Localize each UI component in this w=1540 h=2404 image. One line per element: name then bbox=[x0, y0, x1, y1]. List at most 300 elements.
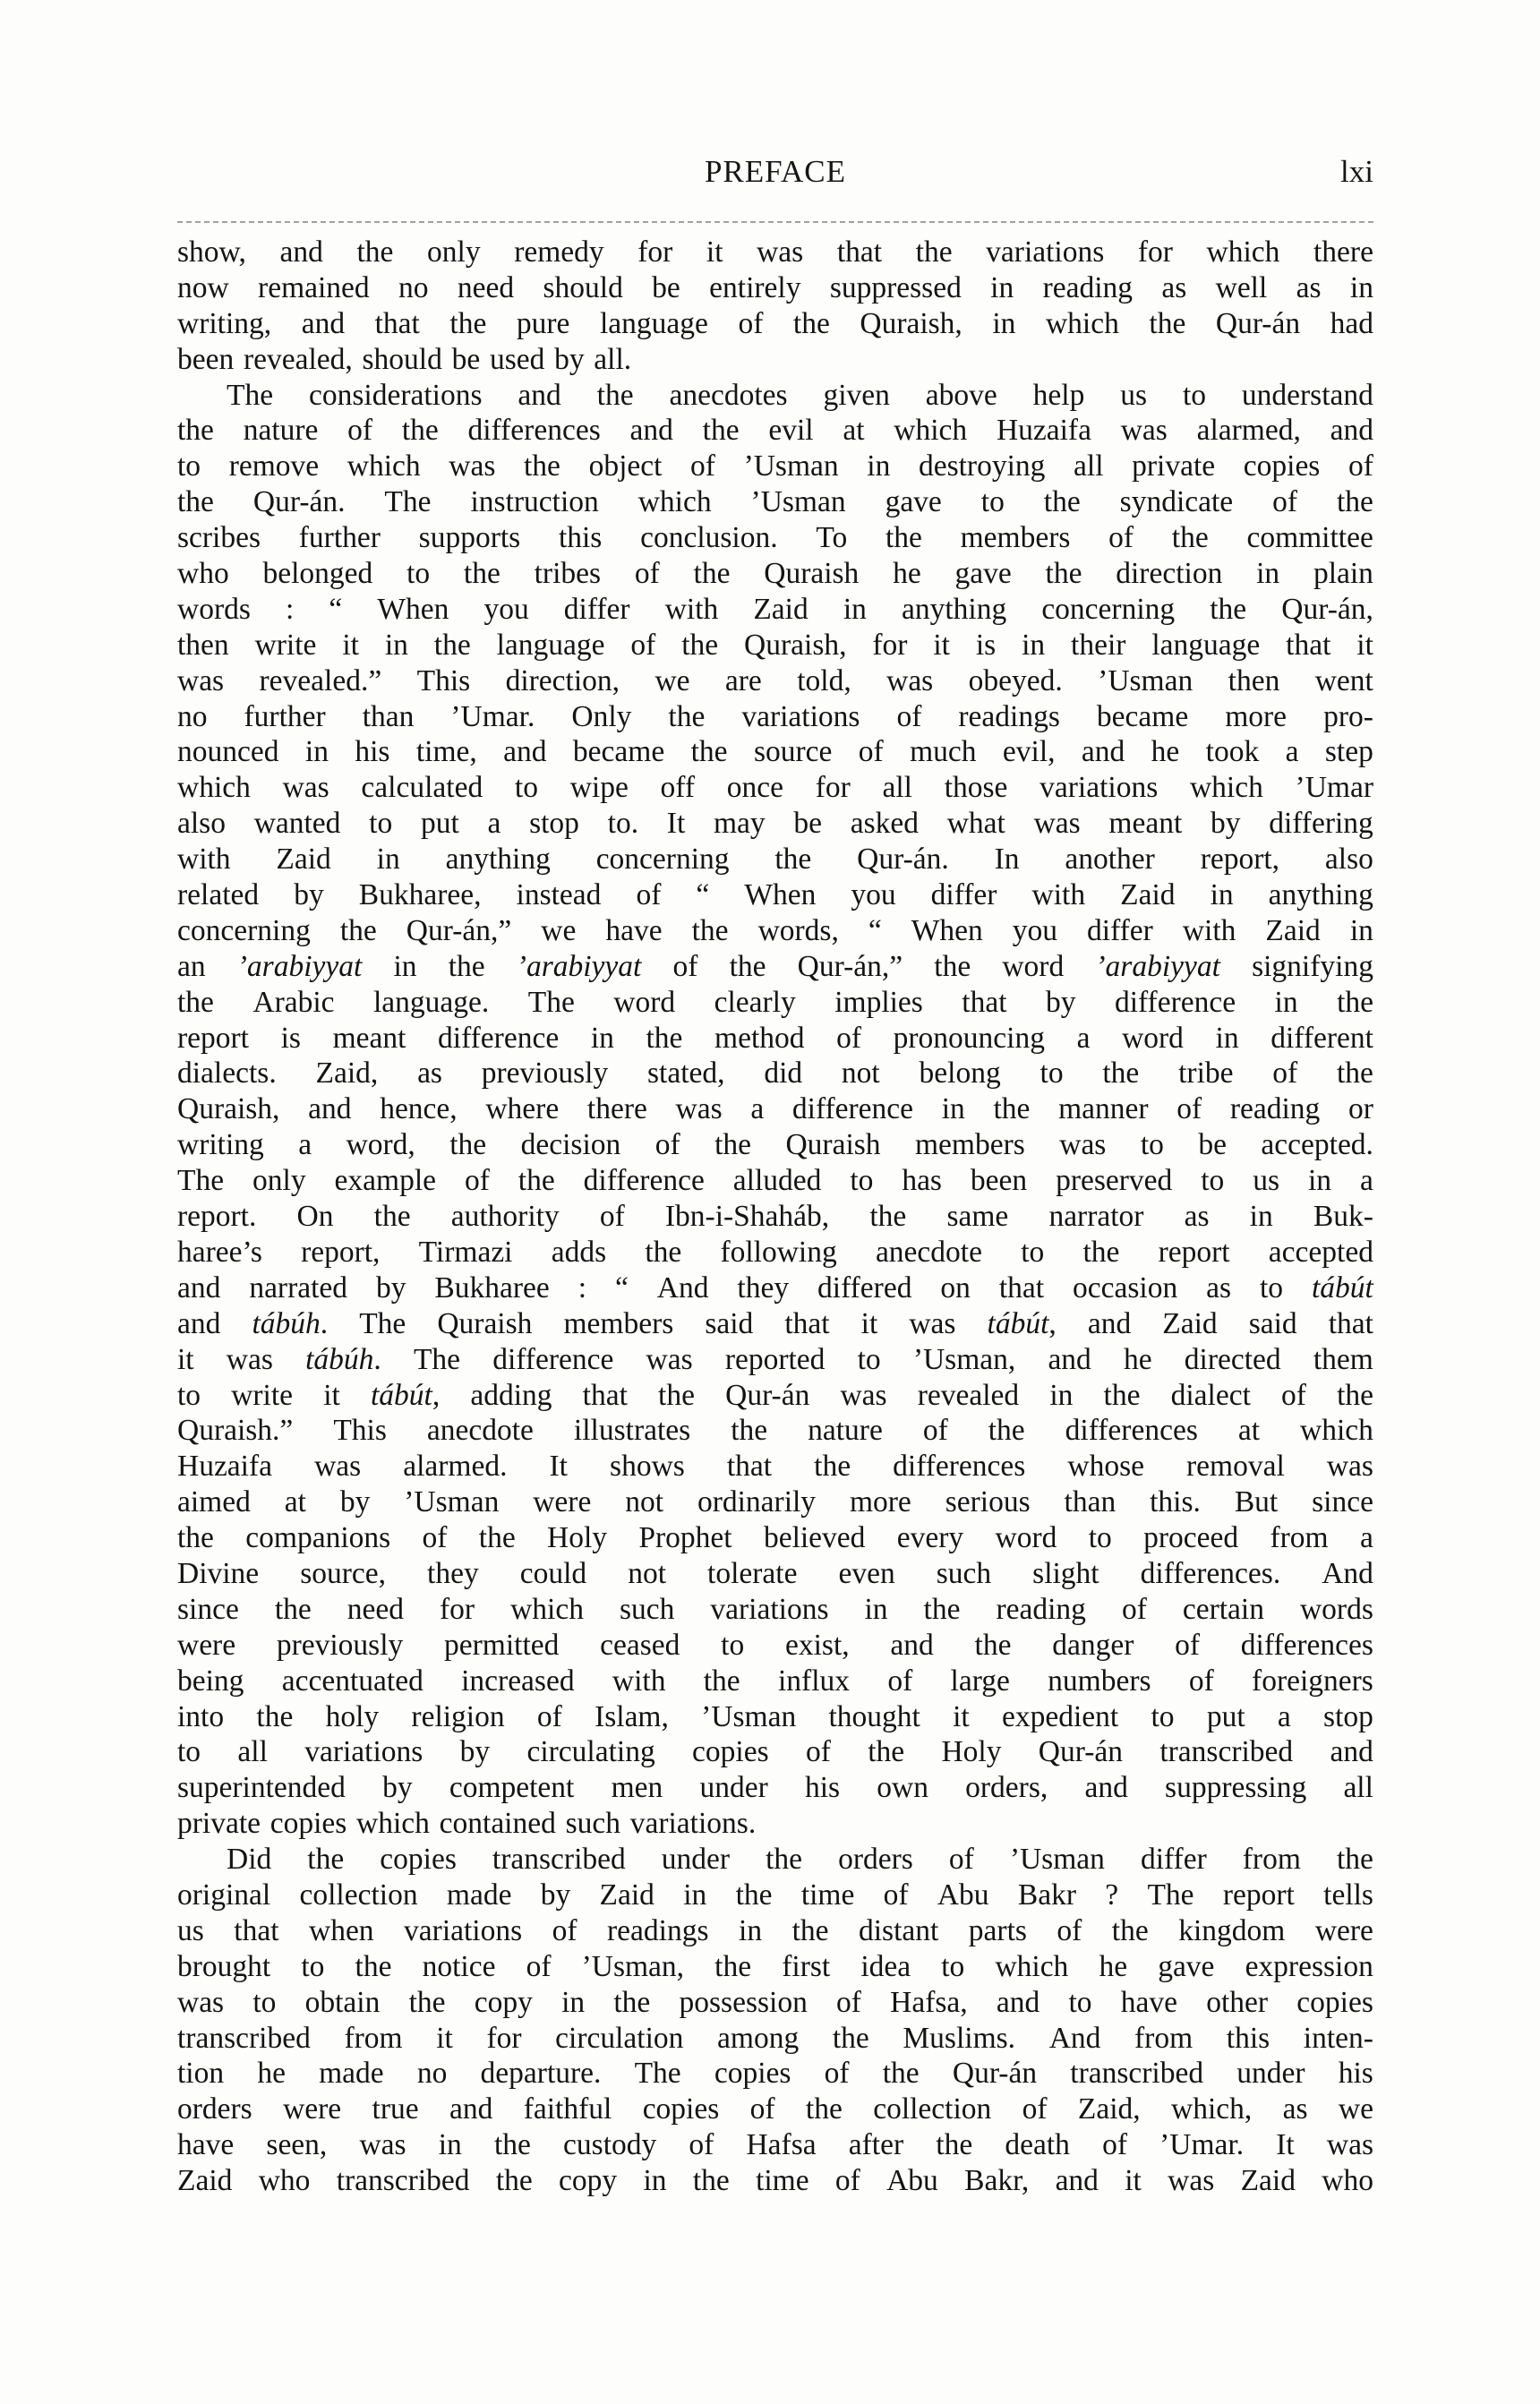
word: collection bbox=[873, 2092, 992, 2126]
word: revealed, bbox=[243, 342, 353, 376]
word: copy bbox=[474, 1985, 533, 2019]
word: the bbox=[1337, 1378, 1373, 1412]
word: all bbox=[1343, 1771, 1373, 1805]
word: the bbox=[714, 1128, 752, 1162]
text-line bbox=[177, 628, 1373, 663]
word: of bbox=[1176, 1092, 1202, 1126]
word: were bbox=[1314, 1913, 1373, 1947]
word: be bbox=[1198, 1128, 1227, 1162]
word: related bbox=[177, 878, 260, 912]
word: took bbox=[1205, 735, 1260, 769]
word: the bbox=[1337, 985, 1373, 1019]
word: departure. bbox=[480, 2057, 602, 2091]
word: that bbox=[234, 1913, 279, 1947]
word: report bbox=[1158, 1235, 1230, 1269]
word: the bbox=[668, 699, 706, 733]
text-line bbox=[177, 1235, 1373, 1270]
word: the bbox=[885, 521, 922, 555]
word: to bbox=[1088, 1521, 1112, 1555]
word: which bbox=[1045, 306, 1119, 340]
word: and bbox=[518, 378, 561, 412]
word: differ bbox=[1140, 1843, 1207, 1877]
word: given bbox=[823, 378, 890, 412]
word: at bbox=[843, 414, 865, 448]
word: directed bbox=[1184, 1342, 1281, 1376]
word: Zaid bbox=[1265, 913, 1321, 947]
word: The bbox=[527, 985, 575, 1019]
word: of bbox=[948, 1843, 974, 1877]
word: large bbox=[950, 1664, 1010, 1698]
text-line bbox=[177, 1734, 1373, 1770]
word: and bbox=[1330, 414, 1373, 448]
word: help bbox=[1032, 378, 1085, 412]
word: reading bbox=[996, 1592, 1086, 1626]
word: death bbox=[1005, 2128, 1070, 2162]
word: language bbox=[599, 306, 708, 340]
word: he bbox=[893, 557, 921, 591]
word: a bbox=[1359, 1164, 1373, 1198]
word: asked bbox=[850, 807, 920, 841]
word: of bbox=[922, 1414, 948, 1448]
word: circulation bbox=[555, 2021, 684, 2055]
word: “ bbox=[614, 1270, 629, 1305]
word: circulating bbox=[526, 1735, 655, 1769]
word: and bbox=[279, 235, 323, 269]
word: was bbox=[177, 1985, 225, 2019]
word: Qur-án,” bbox=[406, 913, 512, 947]
word: an bbox=[177, 949, 206, 983]
word: Qur-án,” bbox=[797, 949, 903, 983]
word: differences bbox=[1240, 1628, 1373, 1662]
word: anything bbox=[1268, 878, 1373, 912]
text-line bbox=[177, 556, 1373, 592]
word: ’Usman bbox=[404, 1485, 500, 1519]
word: that bbox=[374, 306, 420, 340]
word: believed bbox=[763, 1521, 866, 1555]
text-line bbox=[177, 2127, 1373, 2163]
word: inten- bbox=[1303, 2021, 1373, 2055]
word: revealed.” bbox=[259, 663, 382, 697]
word: under bbox=[1236, 2057, 1305, 2091]
word: may bbox=[713, 807, 766, 841]
word: to bbox=[1201, 1164, 1225, 1198]
word: shows bbox=[610, 1450, 685, 1484]
word: word bbox=[1002, 949, 1065, 983]
word: the bbox=[791, 1913, 829, 1947]
word: ’Usman, bbox=[581, 1949, 685, 1983]
word: When bbox=[911, 913, 983, 947]
word: those bbox=[944, 771, 1008, 805]
word: from bbox=[1134, 2021, 1194, 2055]
word: instead bbox=[516, 878, 602, 912]
word: of bbox=[654, 1128, 680, 1162]
word: remained bbox=[258, 270, 370, 304]
word: source, bbox=[300, 1556, 387, 1590]
word: Hafsa, bbox=[890, 1985, 968, 2019]
word: to bbox=[177, 449, 201, 483]
text-line bbox=[177, 663, 1373, 699]
word: the bbox=[714, 1949, 752, 1983]
word: Hafsa bbox=[746, 2128, 817, 2162]
word: nature bbox=[243, 414, 319, 448]
word: readings bbox=[607, 1913, 709, 1947]
word: this bbox=[1226, 2021, 1270, 2055]
word: every bbox=[896, 1521, 964, 1555]
word: were bbox=[533, 1485, 592, 1519]
word: expression bbox=[1245, 1949, 1373, 1983]
word: and bbox=[1087, 1306, 1132, 1340]
word: as bbox=[1206, 1270, 1232, 1305]
word: copies bbox=[714, 2057, 791, 2091]
word: the bbox=[373, 1200, 411, 1234]
word: and bbox=[1330, 1735, 1373, 1769]
word: differ bbox=[563, 592, 630, 626]
word: in bbox=[643, 2164, 667, 2198]
text-line bbox=[177, 1056, 1373, 1091]
word: This bbox=[333, 1414, 387, 1448]
word: there bbox=[1313, 235, 1373, 269]
word: with bbox=[177, 843, 231, 877]
word: all. bbox=[594, 342, 632, 376]
header-rule bbox=[177, 221, 1373, 223]
word: further bbox=[298, 521, 381, 555]
word: is bbox=[280, 1021, 301, 1055]
word: this bbox=[558, 521, 603, 555]
word: or bbox=[1348, 1092, 1373, 1126]
word: of bbox=[526, 1949, 552, 1983]
word: to bbox=[1021, 1235, 1045, 1269]
word: was bbox=[757, 235, 804, 269]
word: that bbox=[1286, 628, 1331, 662]
text-line bbox=[177, 1556, 1373, 1592]
word: who bbox=[1322, 2164, 1373, 2198]
word: since bbox=[177, 1592, 239, 1626]
word: transcribed bbox=[1070, 2057, 1204, 2091]
word: a bbox=[1076, 1021, 1091, 1055]
word: The bbox=[227, 378, 274, 412]
word: in bbox=[1249, 1200, 1273, 1234]
word: It bbox=[666, 807, 686, 841]
word: in bbox=[843, 592, 867, 626]
word: brought bbox=[177, 1949, 271, 1983]
word: to bbox=[369, 807, 393, 841]
word: the bbox=[1171, 521, 1209, 555]
word: of bbox=[883, 1878, 909, 1912]
word: the bbox=[449, 1128, 487, 1162]
word: Bukharee bbox=[434, 1270, 550, 1305]
word: and bbox=[177, 1306, 221, 1340]
word: in bbox=[561, 1985, 586, 2019]
word: then bbox=[1228, 663, 1280, 697]
word: of bbox=[1272, 485, 1298, 519]
word: such bbox=[565, 1807, 620, 1841]
word: word, bbox=[346, 1128, 415, 1162]
word: differences bbox=[1065, 1414, 1198, 1448]
word: to bbox=[1068, 1985, 1092, 2019]
word: tribe bbox=[1178, 1057, 1234, 1091]
word: also bbox=[177, 807, 226, 841]
word: previously bbox=[481, 1057, 609, 1091]
word: further bbox=[244, 699, 326, 733]
word: Abu bbox=[886, 2164, 938, 2198]
paragraph bbox=[177, 235, 1373, 378]
word: Arabic bbox=[252, 985, 335, 1019]
word: have bbox=[605, 913, 663, 947]
word: Quraish bbox=[785, 1128, 881, 1162]
word: which, bbox=[1171, 2092, 1253, 2126]
word: decision bbox=[520, 1128, 621, 1162]
word: the bbox=[766, 1843, 803, 1877]
word: illustrates bbox=[573, 1414, 691, 1448]
word: first bbox=[782, 1949, 831, 1983]
word: Bakr bbox=[1017, 1878, 1076, 1912]
word: this. bbox=[1150, 1485, 1201, 1519]
word: and bbox=[503, 735, 547, 769]
word: variations bbox=[986, 235, 1105, 269]
word: “ bbox=[696, 878, 710, 912]
word: in bbox=[992, 306, 1016, 340]
word: dialects. bbox=[177, 1057, 277, 1091]
word: only bbox=[252, 1164, 306, 1198]
word: influx bbox=[777, 1664, 851, 1698]
word: writing bbox=[177, 1128, 264, 1162]
word: transcribed bbox=[1159, 1735, 1294, 1769]
word: that bbox=[836, 235, 883, 269]
word: This bbox=[416, 663, 471, 697]
word: transcribed bbox=[492, 1843, 626, 1877]
word: words bbox=[1299, 1592, 1373, 1626]
word: for bbox=[815, 771, 851, 805]
word: step bbox=[1324, 735, 1373, 769]
word: with bbox=[1031, 878, 1086, 912]
word: is bbox=[975, 628, 997, 662]
word: than bbox=[1064, 1485, 1116, 1519]
word: were bbox=[283, 2092, 342, 2126]
word: the bbox=[493, 2128, 531, 2162]
word: word bbox=[613, 985, 676, 1019]
word: and bbox=[1055, 2164, 1099, 2198]
word: to. bbox=[607, 807, 639, 841]
word: language. bbox=[373, 985, 490, 1019]
word: copies bbox=[1296, 1985, 1373, 2019]
text-line bbox=[177, 1342, 1373, 1378]
word: ’Umar bbox=[1295, 771, 1373, 805]
word: variations bbox=[404, 1913, 523, 1947]
word: And bbox=[656, 1270, 709, 1305]
word: to bbox=[406, 557, 431, 591]
word: of bbox=[896, 699, 922, 733]
word: it bbox=[860, 1306, 878, 1340]
word: direction bbox=[1116, 557, 1223, 591]
word: by bbox=[540, 1878, 571, 1912]
word: instruction bbox=[470, 485, 599, 519]
word: of bbox=[464, 1164, 490, 1198]
word: copies bbox=[270, 1807, 347, 1841]
word: to bbox=[1182, 378, 1206, 412]
word: differed bbox=[817, 1270, 912, 1305]
word: the bbox=[691, 913, 729, 947]
word: of bbox=[689, 2128, 714, 2162]
word: told, bbox=[797, 663, 851, 697]
word: men bbox=[611, 1771, 663, 1805]
word: with bbox=[612, 1664, 666, 1698]
word: occasion bbox=[1073, 1270, 1178, 1305]
word: all bbox=[1074, 449, 1104, 483]
word: Quraish.” bbox=[177, 1414, 294, 1448]
word: did bbox=[764, 1057, 803, 1091]
word: accepted bbox=[1268, 1235, 1373, 1269]
word: variations bbox=[304, 1735, 424, 1769]
word: word bbox=[1122, 1021, 1184, 1055]
word: had bbox=[1330, 306, 1373, 340]
word: of bbox=[858, 735, 884, 769]
text-line bbox=[177, 378, 1373, 414]
word: committee bbox=[1246, 521, 1373, 555]
word: to bbox=[177, 1378, 201, 1412]
word: anecdote bbox=[875, 1235, 982, 1269]
word: the bbox=[915, 235, 953, 269]
word: the bbox=[993, 1092, 1031, 1126]
word: a bbox=[1285, 735, 1299, 769]
word: by bbox=[375, 1270, 406, 1305]
word: variations bbox=[741, 699, 860, 733]
word: was bbox=[886, 663, 934, 697]
text-line bbox=[177, 413, 1373, 449]
word: that bbox=[726, 1450, 773, 1484]
word: parts bbox=[968, 1913, 1027, 1947]
word: Islam, bbox=[595, 1699, 669, 1733]
text-line bbox=[177, 770, 1373, 806]
word: of bbox=[1022, 2092, 1048, 2126]
word: Qur-án bbox=[952, 2057, 1038, 2091]
text-line bbox=[177, 484, 1373, 520]
word: who bbox=[177, 557, 229, 591]
word: tribes bbox=[534, 557, 602, 591]
word: narrator bbox=[1048, 1200, 1144, 1234]
word: tolerate bbox=[707, 1556, 798, 1590]
word: differ bbox=[1087, 913, 1153, 947]
word: authority bbox=[450, 1200, 560, 1234]
word: to bbox=[252, 1985, 277, 2019]
word: report. bbox=[177, 1200, 257, 1234]
word: of bbox=[599, 1200, 625, 1234]
word: tion bbox=[177, 2057, 225, 2091]
word: danger bbox=[1052, 1628, 1134, 1662]
word: the bbox=[988, 1414, 1025, 1448]
word: meant bbox=[332, 1021, 406, 1055]
word: concerning bbox=[595, 843, 730, 877]
word: more bbox=[849, 1485, 911, 1519]
word: in bbox=[304, 735, 329, 769]
word: which bbox=[1189, 771, 1263, 805]
word: alluded bbox=[732, 1164, 822, 1198]
word: Zaid bbox=[599, 1878, 654, 1912]
word: was bbox=[282, 771, 329, 805]
word: for bbox=[1137, 235, 1173, 269]
text-line bbox=[177, 1413, 1373, 1449]
word: of bbox=[552, 1913, 578, 1947]
word: permitted bbox=[444, 1628, 560, 1662]
word: and bbox=[301, 306, 346, 340]
word bbox=[517, 949, 642, 985]
word: made bbox=[446, 1878, 512, 1912]
word: with bbox=[664, 592, 719, 626]
word: by bbox=[382, 1771, 413, 1805]
word: Zaid bbox=[1162, 1306, 1218, 1340]
word: been bbox=[177, 342, 235, 376]
word: been bbox=[970, 1164, 1028, 1198]
word: Only bbox=[571, 699, 632, 733]
word: previously bbox=[276, 1628, 404, 1662]
word: orders bbox=[177, 2092, 252, 2126]
word: In bbox=[994, 843, 1020, 877]
word: of bbox=[887, 1664, 913, 1698]
word: orders bbox=[838, 1843, 913, 1877]
word: ’Usman bbox=[743, 449, 839, 483]
word: in bbox=[867, 449, 891, 483]
word: for bbox=[486, 2021, 522, 2055]
word: by bbox=[554, 342, 585, 376]
word: difference bbox=[1114, 985, 1236, 1019]
word: it bbox=[1125, 2164, 1142, 2198]
word: tábúh. bbox=[252, 1306, 329, 1340]
word: which bbox=[1206, 235, 1280, 269]
word: be bbox=[451, 342, 481, 376]
word: of bbox=[1102, 2128, 1127, 2162]
word: And bbox=[1048, 2021, 1101, 2055]
word: of bbox=[1348, 449, 1373, 483]
word: in bbox=[393, 949, 417, 983]
word: the bbox=[355, 1949, 392, 1983]
word: the bbox=[735, 1878, 773, 1912]
word: all bbox=[882, 771, 912, 805]
word: to bbox=[177, 1735, 201, 1769]
word: to bbox=[857, 1342, 881, 1376]
word: following bbox=[720, 1235, 837, 1269]
word: the bbox=[1210, 592, 1247, 626]
word: It bbox=[1276, 2128, 1295, 2162]
running-head-title: PREFACE bbox=[704, 154, 847, 189]
word: the bbox=[1111, 1913, 1149, 1947]
word: But bbox=[1234, 1485, 1279, 1519]
word: was bbox=[646, 1342, 693, 1376]
word: as bbox=[1184, 1200, 1210, 1234]
word: the bbox=[805, 2092, 843, 2126]
word: more bbox=[1225, 699, 1288, 733]
word: the bbox=[463, 557, 500, 591]
word: Zaid bbox=[276, 843, 331, 877]
word: then bbox=[177, 628, 229, 662]
word: the bbox=[524, 449, 560, 483]
word: us bbox=[1120, 378, 1148, 412]
word: difference bbox=[438, 1021, 560, 1055]
word: in bbox=[1256, 557, 1280, 591]
word: private bbox=[1132, 449, 1216, 483]
word: the bbox=[356, 235, 394, 269]
word: once bbox=[726, 771, 783, 805]
word: has bbox=[902, 1164, 942, 1198]
word: not bbox=[628, 1556, 666, 1590]
word: no bbox=[177, 699, 208, 733]
word: gave bbox=[885, 485, 942, 519]
word: gave bbox=[1158, 1949, 1215, 1983]
word: they bbox=[427, 1556, 479, 1590]
word: said bbox=[1248, 1306, 1297, 1340]
word: in bbox=[941, 1092, 965, 1126]
word: copies bbox=[1243, 449, 1321, 483]
word: clearly bbox=[714, 985, 796, 1019]
text-line bbox=[177, 1199, 1373, 1235]
